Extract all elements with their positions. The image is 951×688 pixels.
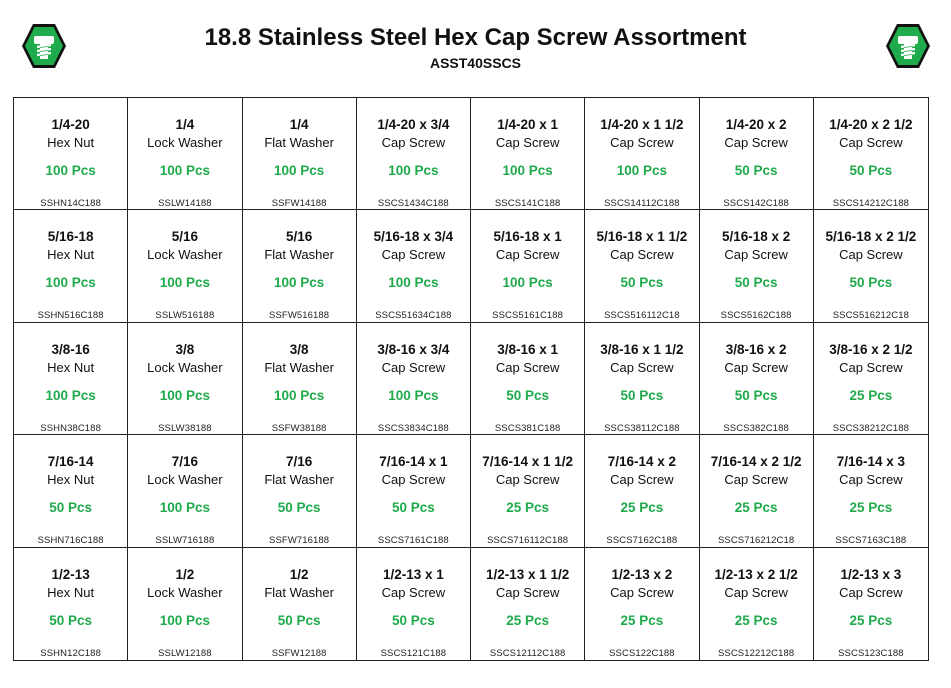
item-size: 3/8-16 [51,341,90,357]
item-quantity: 25 Pcs [849,387,893,403]
item-quantity: 100 Pcs [45,163,96,178]
grid-cell [814,98,928,210]
item-size: 7/16-14 x 1 1/2 [482,454,574,470]
part-number: SSCS1434C188 [377,198,449,209]
item-type: Lock Washer [147,584,223,600]
grid-cell [700,435,814,547]
item-quantity: 100 Pcs [502,163,553,178]
item-type: Flat Washer [264,359,334,375]
grid-cell [357,548,471,660]
item-size: 7/16-14 x 1 [379,454,448,470]
item-size: 1/4-20 x 3/4 [377,117,450,132]
grid-cell [243,323,357,435]
grid-cell [243,548,357,660]
part-number: SSFW716188 [269,535,330,547]
grid-cell [700,323,814,435]
item-quantity: 25 Pcs [849,612,893,628]
grid-cell [814,323,928,435]
item-quantity: 100 Pcs [159,387,211,403]
item-quantity: 100 Pcs [388,275,439,291]
item-quantity: 100 Pcs [502,275,553,291]
item-size: 1/4-20 x 1 [497,117,559,132]
grid-cell [14,435,128,547]
part-number: SSHN716C188 [37,535,104,547]
item-quantity: 25 Pcs [506,612,550,628]
item-quantity: 100 Pcs [159,500,211,516]
item-type: Cap Screw [724,584,788,600]
grid-cell [357,98,471,210]
item-size: 5/16-18 x 1 [493,229,562,245]
grid-cell [700,210,814,322]
item-quantity: 50 Pcs [734,275,778,291]
item-quantity: 50 Pcs [277,612,321,628]
item-type: Cap Screw [381,135,446,150]
grid-cell [357,435,471,547]
item-size: 7/16-14 x 2 [607,454,677,470]
item-type: Cap Screw [724,247,788,263]
item-quantity: 100 Pcs [159,612,211,628]
item-size: 3/8-16 x 1 [497,341,559,357]
item-type: Cap Screw [839,247,903,263]
item-quantity: 50 Pcs [620,387,664,403]
item-quantity: 50 Pcs [277,500,321,516]
item-quantity: 100 Pcs [273,275,325,291]
item-size: 1/4-20 x 2 [725,117,787,132]
item-type: Cap Screw [839,472,903,488]
page-title: 18.8 Stainless Steel Hex Cap Screw Assortment [204,24,747,51]
part-number: SSCS14112C188 [604,198,680,209]
item-type: Hex Nut [47,584,95,600]
assortment-code: ASST40SSCS [429,55,522,71]
item-quantity: 25 Pcs [506,500,550,516]
item-type: Cap Screw [610,135,674,150]
item-type: Hex Nut [47,359,95,375]
item-size: 5/16 [285,229,313,245]
item-type: Lock Washer [147,247,223,263]
part-number: SSCS121C188 [380,647,447,659]
item-type: Cap Screw [724,135,788,150]
header [0,0,951,90]
grid-cell [128,98,242,210]
item-size: 1/2-13 x 2 [611,566,673,582]
grid-cell [471,210,585,322]
part-number: SSCS3834C188 [377,422,449,434]
item-size: 1/4-20 x 2 1/2 [829,117,913,132]
item-type: Hex Nut [47,135,95,150]
grid-cell [814,435,928,547]
part-number: SSLW12188 [158,647,212,659]
item-quantity: 50 Pcs [734,387,778,403]
item-size: 1/2 [175,566,195,582]
item-size: 1/2-13 [51,566,90,582]
item-size: 1/2 [289,566,309,582]
grid-cell [14,210,128,322]
item-size: 5/16 [171,229,199,245]
part-number: SSFW12188 [271,647,327,659]
item-type: Lock Washer [147,135,223,150]
part-number: SSHN38C188 [40,422,101,434]
part-number: SSCS38112C188 [604,422,680,434]
grid-cell [585,548,699,660]
grid-cell [14,98,128,210]
item-quantity: 25 Pcs [849,500,893,516]
item-quantity: 50 Pcs [49,500,93,516]
item-type: Cap Screw [381,247,446,263]
item-size: 5/16-18 x 3/4 [373,229,454,245]
item-quantity: 50 Pcs [506,387,550,403]
part-number: SSFW14188 [271,198,327,209]
item-quantity: 50 Pcs [849,275,893,291]
grid-cell [471,435,585,547]
item-size: 3/8 [175,341,195,357]
item-size: 1/2-13 x 1 1/2 [485,566,570,582]
item-type: Cap Screw [495,247,560,263]
item-quantity: 100 Pcs [388,163,439,178]
part-number: SSLW38188 [158,422,212,434]
item-type: Hex Nut [47,472,95,488]
grid-cell [357,210,471,322]
part-number: SSFW38188 [271,422,327,434]
grid-cell [14,548,128,660]
item-size: 1/2-13 x 2 1/2 [714,566,798,582]
grid-cell [128,210,242,322]
item-size: 1/4 [289,117,309,132]
item-type: Cap Screw [610,584,674,600]
item-type: Cap Screw [495,135,560,150]
part-number: SSCS51634C188 [375,310,452,322]
item-type: Lock Washer [147,472,223,488]
assortment-grid [13,97,929,661]
part-number: SSCS7161C188 [377,535,449,547]
grid-cell [585,98,699,210]
part-number: SSCS7162C188 [606,535,678,547]
item-size: 1/2-13 x 1 [382,566,444,582]
item-quantity: 50 Pcs [620,275,664,291]
part-number: SSLW516188 [155,310,215,322]
part-number: SSCS716112C188 [487,535,569,547]
item-size: 7/16 [171,454,199,470]
grid-cell [585,323,699,435]
item-quantity: 100 Pcs [273,387,325,403]
grid-cell [585,210,699,322]
grid-cell [357,323,471,435]
item-quantity: 100 Pcs [159,163,211,178]
item-type: Cap Screw [381,359,446,375]
item-type: Cap Screw [495,472,560,488]
grid-cell [14,323,128,435]
part-number: SSHN14C188 [40,198,101,209]
grid-cell [471,98,585,210]
item-quantity: 25 Pcs [620,500,664,516]
grid-cell [128,435,242,547]
item-quantity: 25 Pcs [734,500,778,516]
part-number: SSHN12C188 [40,647,101,659]
part-number: SSLW716188 [155,535,215,547]
item-type: Cap Screw [495,359,560,375]
item-type: Cap Screw [610,472,674,488]
item-size: 5/16-18 x 2 [721,229,791,245]
grid-cell [585,435,699,547]
item-quantity: 25 Pcs [620,612,664,628]
item-type: Flat Washer [264,247,334,263]
item-quantity: 100 Pcs [45,387,96,403]
item-quantity: 50 Pcs [49,612,93,628]
item-size: 1/4 [175,117,195,132]
part-number: SSCS5161C188 [492,310,564,322]
item-quantity: 50 Pcs [391,500,435,516]
item-size: 3/8 [289,341,309,357]
item-type: Flat Washer [264,584,334,600]
part-number: SSCS12212C188 [717,647,795,659]
item-type: Flat Washer [264,135,334,150]
item-type: Cap Screw [839,584,903,600]
item-size: 1/4-20 x 1 1/2 [600,117,684,132]
item-type: Cap Screw [610,359,674,375]
item-quantity: 50 Pcs [734,163,778,178]
item-quantity: 25 Pcs [734,612,778,628]
item-type: Cap Screw [381,472,446,488]
part-number: SSCS7163C188 [835,535,907,547]
part-number: SSHN516C188 [37,310,104,322]
grid-cell [471,548,585,660]
part-number: SSCS38212C188 [832,422,910,434]
part-number: SSCS12112C188 [489,647,566,659]
item-type: Hex Nut [47,247,95,263]
item-quantity: 100 Pcs [45,275,96,291]
item-size: 3/8-16 x 2 [725,341,787,357]
part-number: SSCS516112C18 [604,310,680,322]
part-number: SSFW516188 [269,310,330,322]
item-type: Cap Screw [724,472,788,488]
grid-cell [128,548,242,660]
item-size: 3/8-16 x 3/4 [377,341,450,357]
item-size: 1/2-13 x 3 [840,566,902,582]
part-number: SSCS382C188 [723,422,789,434]
item-quantity: 100 Pcs [616,163,668,178]
item-size: 7/16-14 x 2 1/2 [710,454,802,470]
grid-cell [243,98,357,210]
item-quantity: 100 Pcs [273,163,325,178]
item-size: 5/16-18 [47,229,94,245]
item-type: Flat Washer [264,472,334,488]
part-number: SSCS141C188 [494,198,561,209]
grid-cell [814,548,928,660]
item-type: Cap Screw [610,247,674,263]
item-size: 7/16 [285,454,313,470]
grid-cell [471,323,585,435]
item-quantity: 100 Pcs [159,275,211,291]
item-size: 5/16-18 x 1 1/2 [596,229,688,245]
item-type: Cap Screw [381,584,446,600]
part-number: SSCS123C188 [838,647,904,659]
part-number: SSCS516212C18 [832,310,910,322]
item-type: Cap Screw [839,135,903,150]
grid-cell [700,98,814,210]
item-type: Cap Screw [724,359,788,375]
item-size: 3/8-16 x 1 1/2 [600,341,684,357]
item-size: 7/16-14 [47,454,94,470]
item-size: 1/4-20 [51,117,90,132]
item-size: 5/16-18 x 2 1/2 [825,229,917,245]
item-quantity: 50 Pcs [391,612,435,628]
item-quantity: 100 Pcs [388,387,439,403]
grid-cell [814,210,928,322]
hex-screw-icon [884,22,932,70]
item-size: 7/16-14 x 3 [836,454,906,470]
item-quantity: 50 Pcs [849,163,893,178]
item-type: Cap Screw [495,584,560,600]
grid-cell [128,323,242,435]
item-type: Cap Screw [839,359,903,375]
part-number: SSLW14188 [158,198,212,209]
part-number: SSCS5162C188 [720,310,792,322]
item-size: 3/8-16 x 2 1/2 [829,341,913,357]
part-number: SSCS14212C188 [832,198,910,209]
part-number: SSCS122C188 [609,647,675,659]
grid-cell [700,548,814,660]
part-number: SSCS716212C18 [717,535,795,547]
part-number: SSCS142C188 [723,198,789,209]
grid-cell [243,435,357,547]
item-type: Lock Washer [147,359,223,375]
grid-cell [243,210,357,322]
part-number: SSCS381C188 [494,422,561,434]
